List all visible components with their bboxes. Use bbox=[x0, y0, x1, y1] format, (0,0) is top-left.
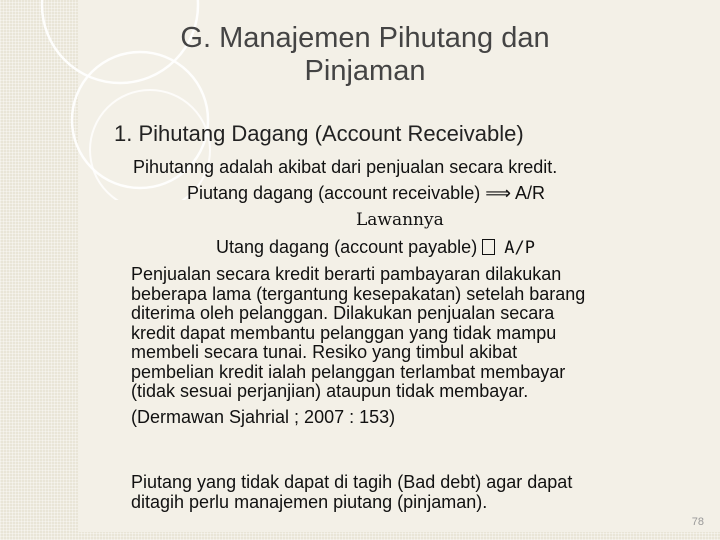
citation: (Dermawan Sjahrial ; 2007 : 153) bbox=[131, 406, 396, 427]
payable-text: Utang dagang (account payable) bbox=[216, 237, 478, 257]
bad-debt-paragraph bbox=[131, 473, 706, 512]
title-line-1: G. Manajemen Pihutang dan bbox=[180, 22, 550, 54]
counterpart-label: Lawannya bbox=[356, 210, 444, 230]
bottom-texture bbox=[0, 532, 720, 540]
para-line: membeli secara tunai. Resiko yang timbul akibat bbox=[131, 342, 518, 362]
para-line: diterima oleh pelanggan. Dilakukan penjualan secara bbox=[131, 303, 555, 323]
credit-sales-paragraph bbox=[131, 265, 706, 427]
para-line: ditagih perlu manajemen piutang (pinjaman). bbox=[131, 491, 488, 512]
payable-line bbox=[216, 237, 535, 258]
para-line: (tidak sesuai perjanjian) ataupun tidak membayar. bbox=[131, 381, 529, 401]
section-heading: 1. Pihutang Dagang (Account Receivable) bbox=[114, 121, 524, 146]
para-line: beberapa lama (tergantung kesepakatan) setelah barang bbox=[131, 283, 586, 304]
para-line: pembelian kredit ialah pelanggan terlambat membayar bbox=[131, 361, 566, 382]
receivable-line: Piutang dagang (account receivable) ⟹ A/R bbox=[187, 183, 546, 203]
definition-line: Pihutanng adalah akibat dari penjualan secara kredit. bbox=[133, 157, 558, 177]
title-line-2: Pinjaman bbox=[304, 55, 426, 87]
para-line: Penjualan secara kredit berarti pambayaran dilakukan bbox=[131, 264, 562, 284]
payable-abbrev: A/P bbox=[504, 238, 535, 258]
para-line: kredit dapat membantu pelanggan yang tidak mampu bbox=[131, 322, 557, 343]
slide-title bbox=[130, 22, 600, 88]
page-number: 78 bbox=[691, 516, 704, 528]
missing-glyph-icon bbox=[482, 239, 495, 255]
para-line: Piutang yang tidak dapat di tagih (Bad debt) agar dapat bbox=[131, 472, 573, 492]
